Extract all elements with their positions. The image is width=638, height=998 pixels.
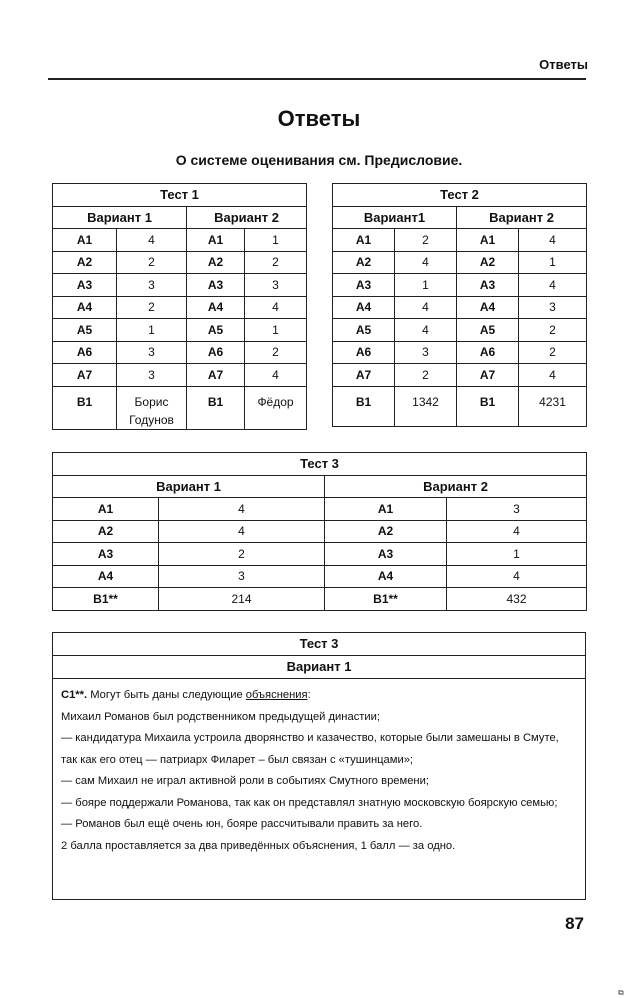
question-cell: А1 — [333, 229, 395, 252]
answer-row — [53, 520, 587, 543]
question-cell: А5 — [457, 319, 519, 342]
test1-title: Тест 1 — [53, 184, 307, 207]
test3-variant2-header: Вариант 2 — [325, 475, 587, 498]
question-cell: В1** — [325, 588, 447, 611]
answer-row — [53, 341, 307, 364]
answer-cell: 3 — [159, 565, 325, 588]
question-cell: А6 — [333, 341, 395, 364]
answer-row — [53, 543, 587, 566]
question-cell: А5 — [187, 319, 245, 342]
answer-cell: 1 — [395, 274, 457, 297]
running-head: Ответы — [539, 57, 588, 72]
answer-cell: 4 — [519, 364, 587, 387]
answer-cell: 3 — [245, 274, 307, 297]
question-cell: А4 — [457, 296, 519, 319]
part-c-variant-title: Вариант 1 — [53, 656, 585, 679]
question-cell: В1 — [333, 386, 395, 426]
question-cell: А5 — [53, 319, 117, 342]
answer-row — [333, 386, 587, 426]
header-rule — [48, 78, 586, 80]
answer-row — [333, 296, 587, 319]
part-c-intro: С1**. Могут быть даны следующие объяснения: — [61, 689, 311, 701]
part-c-lines — [61, 707, 577, 858]
question-cell: А2 — [53, 251, 117, 274]
explanation-line: — сам Михаил не играл активной роли в событиях Смутного времени; — [61, 775, 429, 787]
question-cell: А4 — [53, 296, 117, 319]
answer-cell: 214 — [159, 588, 325, 611]
question-cell: В1 — [457, 386, 519, 426]
part-c-label: С1**. — [61, 689, 88, 701]
question-cell: А2 — [53, 520, 159, 543]
page-number: 87 — [565, 914, 584, 933]
corner-mark-icon: ⧉ — [618, 988, 624, 997]
answer-cell: Фёдор — [245, 386, 307, 429]
answer-cell: 3 — [519, 296, 587, 319]
answer-row — [53, 229, 307, 252]
answer-cell: 1 — [245, 319, 307, 342]
answer-row — [333, 274, 587, 297]
answer-cell: 2 — [117, 251, 187, 274]
answer-cell: 3 — [117, 274, 187, 297]
answer-row — [53, 364, 307, 387]
answer-cell: 3 — [395, 341, 457, 364]
answer-cell: 4 — [519, 229, 587, 252]
test2-variant2-header: Вариант 2 — [457, 206, 587, 229]
answer-cell: 4 — [245, 296, 307, 319]
question-cell: А7 — [187, 364, 245, 387]
answer-cell: 4231 — [519, 386, 587, 426]
test3-title: Тест 3 — [53, 453, 587, 476]
answer-cell: 2 — [117, 296, 187, 319]
test1-table — [52, 183, 307, 430]
question-cell: А3 — [187, 274, 245, 297]
question-cell: А6 — [53, 341, 117, 364]
answer-cell: 2 — [395, 229, 457, 252]
explanation-line: 2 балла проставляется за два приведённых объяснения, 1 балл — за одно. — [61, 839, 456, 852]
answer-cell: 4 — [519, 274, 587, 297]
question-cell: А3 — [53, 543, 159, 566]
answer-row — [53, 296, 307, 319]
test1-variant1-header: Вариант 1 — [53, 206, 187, 229]
answer-cell: 2 — [395, 364, 457, 387]
question-cell: А2 — [457, 251, 519, 274]
answer-cell: 4 — [159, 520, 325, 543]
answer-row — [53, 386, 307, 429]
explanation-line: — бояре поддержали Романова, так как он представлял знатную московскую боярскую семью; — [61, 796, 558, 809]
answer-cell: 432 — [447, 588, 587, 611]
answer-cell: 1342 — [395, 386, 457, 426]
answer-cell: 4 — [395, 319, 457, 342]
question-cell: А1 — [457, 229, 519, 252]
question-cell: А7 — [53, 364, 117, 387]
answer-cell: 4 — [245, 364, 307, 387]
question-cell: А5 — [333, 319, 395, 342]
answer-cell: 2 — [519, 341, 587, 364]
answer-cell: 4 — [117, 229, 187, 252]
answer-cell: 3 — [117, 364, 187, 387]
question-cell: А3 — [457, 274, 519, 297]
question-cell: А4 — [53, 565, 159, 588]
page-title: Ответы — [277, 106, 361, 131]
answer-cell: 1 — [447, 543, 587, 566]
question-cell: А4 — [333, 296, 395, 319]
question-cell: А2 — [333, 251, 395, 274]
question-cell: А1 — [53, 229, 117, 252]
question-cell: В1 — [187, 386, 245, 429]
answer-row — [333, 341, 587, 364]
test3-variant1-header: Вариант 1 — [53, 475, 325, 498]
answer-row — [333, 319, 587, 342]
question-cell: А7 — [457, 364, 519, 387]
answer-row — [53, 319, 307, 342]
question-cell: А1 — [53, 498, 159, 521]
test2-title: Тест 2 — [333, 184, 587, 207]
explanation-line: — кандидатура Михаила устроила дворянство и казачество, которые были замешаны в Смуте, так как его отец — патриарх Филарет – был связан с «тушинцами»; — [61, 732, 559, 766]
test2-variant1-header: Вариант1 — [333, 206, 457, 229]
answer-cell: 3 — [447, 498, 587, 521]
question-cell: А1 — [187, 229, 245, 252]
question-cell: А4 — [187, 296, 245, 319]
part-c-intro-link: объяснения — [245, 689, 308, 701]
answer-cell: 2 — [519, 319, 587, 342]
explanation-line: — Романов был ещё очень юн, бояре рассчитывали править за него. — [61, 818, 423, 830]
answer-row — [333, 364, 587, 387]
answer-cell: 1 — [245, 229, 307, 252]
answer-cell: 2 — [245, 251, 307, 274]
question-cell: А2 — [325, 520, 447, 543]
question-cell: А1 — [325, 498, 447, 521]
question-cell: А4 — [325, 565, 447, 588]
test2-table — [332, 183, 587, 427]
part-c-intro-text: Могут быть даны следующие — [90, 689, 243, 701]
answer-row — [333, 251, 587, 274]
answer-cell: 1 — [117, 319, 187, 342]
answer-row — [53, 274, 307, 297]
part-c-test-title: Тест 3 — [53, 633, 585, 656]
question-cell: В1 — [53, 386, 117, 429]
answer-cell: 2 — [245, 341, 307, 364]
question-cell: В1** — [53, 588, 159, 611]
question-cell: А3 — [333, 274, 395, 297]
page-subtitle: О системе оценивания см. Предисловие. — [175, 152, 463, 168]
answer-cell: 4 — [447, 565, 587, 588]
answer-cell: 4 — [395, 296, 457, 319]
answer-cell: 4 — [447, 520, 587, 543]
question-cell: А3 — [325, 543, 447, 566]
answer-cell: 3 — [117, 341, 187, 364]
question-cell: А6 — [457, 341, 519, 364]
part-c-body — [53, 679, 585, 857]
test1-variant2-header: Вариант 2 — [187, 206, 307, 229]
question-cell: А6 — [187, 341, 245, 364]
explanation-line: Михаил Романов был родственником предыдущей династии; — [61, 710, 381, 723]
answer-cell: Борис Годунов — [117, 386, 187, 429]
answer-cell: 4 — [159, 498, 325, 521]
answer-cell: 2 — [159, 543, 325, 566]
answer-cell: 1 — [519, 251, 587, 274]
test3-part-c-box — [52, 632, 586, 900]
answer-row — [333, 229, 587, 252]
test3-table — [52, 452, 587, 611]
question-cell: А7 — [333, 364, 395, 387]
question-cell: А3 — [53, 274, 117, 297]
answer-row — [53, 251, 307, 274]
answer-row — [53, 565, 587, 588]
answer-cell: 4 — [395, 251, 457, 274]
answer-row — [53, 588, 587, 611]
answer-row — [53, 498, 587, 521]
question-cell: А2 — [187, 251, 245, 274]
